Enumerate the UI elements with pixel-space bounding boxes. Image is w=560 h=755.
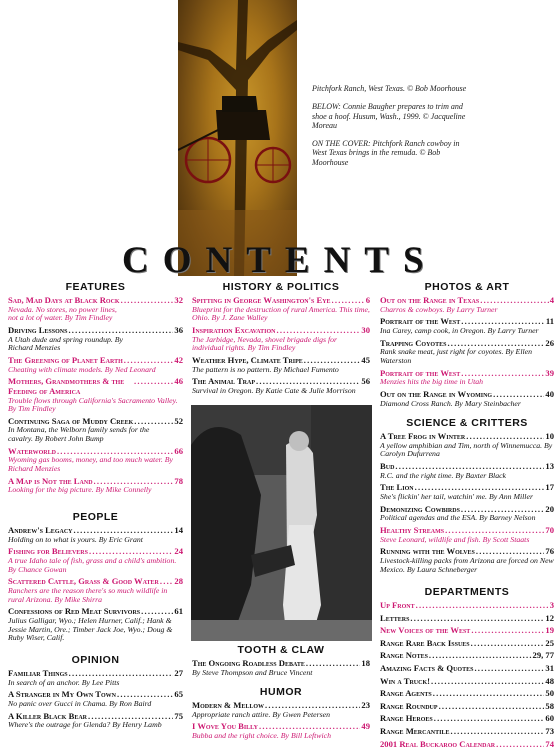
entry-page: 29, 77 bbox=[532, 650, 554, 661]
toc-entry[interactable] bbox=[8, 577, 183, 604]
entry-desc: Appropriate ranch attire. By Gwen Petersen bbox=[192, 709, 331, 719]
entry-title: Weather Hype, Climate Tripe bbox=[192, 354, 303, 365]
leader-dots bbox=[474, 664, 544, 674]
entry-page: 58 bbox=[545, 700, 554, 711]
leader-dots bbox=[416, 601, 549, 611]
toc-entry[interactable] bbox=[8, 326, 183, 353]
toc-entry[interactable] bbox=[8, 377, 183, 413]
entry-title: Sad, Mad Days at Black Rock bbox=[8, 295, 120, 305]
toc-entry[interactable] bbox=[192, 701, 370, 719]
toc-entry[interactable] bbox=[380, 526, 554, 544]
toc-entry[interactable] bbox=[192, 722, 370, 740]
entry-title: Trapping Coyotes bbox=[380, 337, 447, 348]
entry-title: Range Roundup bbox=[380, 700, 438, 711]
entry-page: 78 bbox=[174, 475, 183, 486]
entry-desc: Survival in Oregon. By Katie Cate & Julie Morrison bbox=[192, 385, 356, 395]
history-heading: HISTORY & POLITICS bbox=[222, 281, 340, 293]
science-section bbox=[380, 417, 554, 577]
toc-entry[interactable] bbox=[192, 377, 370, 395]
dept-entry[interactable] bbox=[380, 601, 554, 611]
entry-page: 12 bbox=[545, 612, 554, 623]
entry-title: Inspiration Excavation bbox=[192, 324, 276, 335]
entry-title: Scattered Cattle, Grass & Good Water bbox=[8, 576, 159, 587]
toc-entry[interactable] bbox=[8, 356, 183, 374]
entry-desc: Menzies hits the big time in Utah bbox=[380, 377, 484, 387]
entry-title: Confessions of Red Meat Survivors bbox=[8, 606, 141, 617]
science-heading: SCIENCE & CRITTERS bbox=[406, 417, 528, 429]
entry-title: A Stranger in My Own Town bbox=[8, 689, 116, 700]
entry-desc: Diamond Cross Ranch. By Mary Steinbacher bbox=[380, 398, 521, 408]
buggy-photo bbox=[178, 0, 297, 276]
toc-entry[interactable] bbox=[8, 669, 183, 687]
toc-entry[interactable] bbox=[192, 296, 370, 323]
entry-page: 39 bbox=[545, 367, 554, 378]
entry-page: 48 bbox=[545, 675, 554, 686]
toc-entry[interactable] bbox=[380, 432, 554, 459]
toc-entry[interactable] bbox=[8, 547, 183, 574]
entry-desc: A yellow amphibian and Tim, north of Winnemucca. By Carolyn Dufurrena bbox=[380, 440, 553, 459]
entry-desc: Trouble flows through California's Sacramento Valley. By Tim Findley bbox=[8, 395, 178, 414]
toc-entry[interactable] bbox=[8, 417, 183, 444]
entry-page: 25 bbox=[545, 637, 554, 648]
toc-entry[interactable] bbox=[192, 659, 370, 677]
dept-entry[interactable] bbox=[380, 702, 554, 712]
leader-dots bbox=[433, 689, 545, 699]
toc-entry[interactable] bbox=[380, 547, 554, 574]
people-heading: PEOPLE bbox=[72, 511, 119, 523]
leader-dots bbox=[496, 740, 544, 750]
toc-entry[interactable] bbox=[380, 369, 554, 387]
entry-desc: The Jarbidge, Nevada, shovel brigade digs for individual rights. By Tim Findley bbox=[192, 334, 338, 353]
dept-entry[interactable] bbox=[380, 651, 554, 661]
entry-page: 19 bbox=[545, 625, 554, 636]
entry-title: Range Heroes bbox=[380, 713, 433, 724]
toc-entry[interactable] bbox=[380, 483, 554, 501]
caption-top-photo: Pitchfork Ranch, West Texas. © Bob Moorhouse bbox=[312, 84, 467, 93]
entry-page: 26 bbox=[545, 337, 554, 348]
dept-entry[interactable] bbox=[380, 689, 554, 699]
entry-page: 28 bbox=[174, 576, 183, 587]
entry-page: 56 bbox=[361, 376, 370, 387]
dept-entry[interactable] bbox=[380, 614, 554, 624]
dept-entry[interactable] bbox=[380, 677, 554, 687]
entry-desc: Ranchers are the reason there's so much wildlife in rural Arizona. By Mike Shirra bbox=[8, 585, 168, 604]
dept-entry[interactable] bbox=[380, 740, 554, 750]
entry-title: Andrew's Legacy bbox=[8, 525, 73, 535]
toc-entry[interactable] bbox=[8, 526, 183, 544]
entry-desc: No panic over Gucci in Chama. By Ron Baird bbox=[8, 698, 152, 708]
entry-title: Letters bbox=[380, 612, 410, 623]
entry-page: 10 bbox=[545, 431, 554, 441]
entry-title: The Ongoing Roadless Debate bbox=[192, 658, 305, 668]
entry-desc: Rank snake meat, just right for coyotes. By Ellen Waterston bbox=[380, 347, 533, 365]
entry-page: 66 bbox=[174, 445, 183, 456]
toc-entry[interactable] bbox=[8, 690, 183, 708]
entry-title: Running with the Wolves bbox=[380, 546, 475, 557]
entry-desc: Blueprint for the destruction of rural America. This time, Ohio. By J. Zane Walley bbox=[192, 304, 370, 323]
entry-title: Win a Truck! bbox=[380, 675, 430, 686]
entry-page: 17 bbox=[545, 482, 554, 493]
history-section bbox=[192, 281, 370, 399]
entry-title: Range Mercantile bbox=[380, 725, 450, 736]
entry-desc: Julius Galligar, Wyo.; Helen Hurner, Calif.; Hank & Jessie Martin, Ore.; Timber Jack Joe, Wyo.; Doug & Ruby Wiser, Calif. bbox=[8, 615, 173, 643]
entry-desc: Political agendas and the ESA. By Barney Nelson bbox=[380, 513, 536, 523]
entry-page: 20 bbox=[545, 503, 554, 514]
entry-page: 31 bbox=[545, 662, 554, 673]
leader-dots bbox=[134, 377, 173, 387]
features-heading: FEATURES bbox=[65, 281, 126, 293]
entry-page: 40 bbox=[545, 389, 554, 400]
leader-dots bbox=[471, 639, 545, 649]
entry-page: 23 bbox=[361, 700, 370, 710]
entry-page: 52 bbox=[174, 415, 183, 426]
entry-title: Driving Lessons bbox=[8, 324, 68, 335]
toc-entry[interactable] bbox=[8, 607, 183, 642]
entry-page: 70 bbox=[545, 525, 554, 536]
entry-desc: Charros & cowboys. By Larry Turner bbox=[380, 304, 498, 314]
toc-entry[interactable] bbox=[380, 296, 554, 314]
entry-desc: Bubba and the right choice. By Bill Leftwich bbox=[192, 730, 332, 740]
leader-dots bbox=[121, 296, 174, 306]
entry-desc: By Steve Thompson and Bruce Vincent bbox=[192, 667, 313, 677]
entry-desc: In search of an anchor. By Lee Pitts bbox=[8, 677, 120, 687]
entry-page: 11 bbox=[545, 316, 554, 327]
entry-title: New Voices of the West bbox=[380, 625, 471, 636]
entry-title: Familiar Things bbox=[8, 668, 68, 678]
leader-dots bbox=[429, 651, 532, 661]
dept-entry[interactable] bbox=[380, 664, 554, 674]
entry-title: Amazing Facts & Quotes bbox=[380, 662, 474, 673]
entry-page: 27 bbox=[174, 668, 183, 678]
entry-page: 36 bbox=[174, 324, 183, 335]
entry-title: A Tree Frog in Winter bbox=[380, 431, 466, 441]
entry-page: 65 bbox=[174, 689, 183, 700]
dept-entry[interactable] bbox=[380, 714, 554, 724]
leader-dots bbox=[306, 659, 361, 669]
toc-entry[interactable] bbox=[192, 356, 370, 374]
entry-title: The Animal Trap bbox=[192, 376, 256, 387]
leader-dots bbox=[410, 614, 544, 624]
toc-entry[interactable] bbox=[8, 447, 183, 474]
toc-entry[interactable] bbox=[380, 390, 554, 408]
entry-title: Healthy Streams bbox=[380, 525, 445, 536]
entry-title: Range Notes bbox=[380, 650, 428, 661]
leader-dots bbox=[439, 702, 545, 712]
entry-title: A Killer Black Bear bbox=[8, 710, 88, 721]
entry-desc: Ina Carey, camp cook, in Oregon. By Larry Turner bbox=[380, 325, 539, 335]
entry-page: 76 bbox=[545, 546, 554, 557]
entry-page: 45 bbox=[361, 354, 370, 365]
entry-desc: In Montana, the Welborn family sends for the cavalry. By Robert John Bump bbox=[8, 425, 150, 444]
entry-title: I Wove You Billy bbox=[192, 721, 258, 732]
entry-page: 14 bbox=[174, 525, 183, 535]
tooth-claw-section bbox=[192, 644, 370, 680]
entry-desc: Livestock-killing packs from Arizona are forced on New Mexico. By Laura Schneberger bbox=[380, 556, 554, 574]
entry-desc: Wyoming gas booms, money, and too much water. By Richard Menzies bbox=[8, 455, 173, 474]
entry-desc: Nevada. No stores, no power lines, not a lot of water. By Tim Findley bbox=[8, 304, 117, 323]
entry-page: 61 bbox=[174, 606, 183, 617]
entry-desc: The pattern is no pattern. By Michael Fumento bbox=[192, 364, 339, 374]
dept-entry[interactable] bbox=[380, 727, 554, 737]
entry-desc: A Utah dude and spring roundup. By Richard Menzies bbox=[8, 334, 123, 353]
toc-entry[interactable] bbox=[380, 462, 554, 480]
toc-entry[interactable] bbox=[8, 296, 183, 323]
entry-desc: Steve Leonard, wildlife and fish. By Scott Staats bbox=[380, 534, 530, 544]
entry-title: A Map is Not the Land bbox=[8, 475, 93, 486]
toc-entry[interactable] bbox=[192, 326, 370, 353]
toc-entry[interactable] bbox=[8, 712, 183, 730]
entry-page: 46 bbox=[174, 376, 183, 387]
entry-desc: Where's the outrage for Glenda? By Henry Lamb bbox=[8, 720, 162, 730]
entry-page: 4 bbox=[549, 295, 554, 305]
entry-title: Mothers, Grandmothers & the Feeding of America bbox=[8, 376, 125, 396]
leader-dots bbox=[431, 677, 544, 687]
leader-dots bbox=[434, 714, 545, 724]
entry-title: Portrait of the West bbox=[380, 316, 461, 327]
entry-desc: A true Idaho tale of fish, grass and a child's ambition. By Chance Gowan bbox=[8, 555, 177, 574]
entry-title: Modern & Mellow bbox=[192, 700, 265, 710]
entry-title: The Greening of Planet Earth bbox=[8, 354, 123, 365]
entry-page: 24 bbox=[174, 546, 183, 557]
entry-page: 60 bbox=[545, 713, 554, 724]
leader-dots bbox=[471, 626, 544, 636]
dept-entry[interactable] bbox=[380, 626, 554, 636]
tooth-claw-heading: TOOTH & CLAW bbox=[237, 644, 325, 656]
entry-desc: Cheating with climate models. By Ned Leonard bbox=[8, 364, 156, 374]
entry-title: The Lion bbox=[380, 482, 414, 493]
entry-page: 50 bbox=[545, 688, 554, 699]
entry-page: 6 bbox=[365, 295, 370, 305]
entry-page: 75 bbox=[174, 710, 183, 721]
entry-title: Portrait of the West bbox=[380, 367, 461, 378]
entry-page: 32 bbox=[174, 295, 183, 305]
entry-desc: She's flickin' her tail, watchin' me. By Ann Miller bbox=[380, 491, 533, 501]
dept-entry[interactable] bbox=[380, 639, 554, 649]
entry-desc: Looking for the big picture. By Mike Connelly bbox=[8, 485, 152, 495]
departments-section bbox=[380, 586, 554, 752]
entry-page: 13 bbox=[545, 460, 554, 471]
toc-entry[interactable] bbox=[8, 477, 183, 495]
entry-title: Range Agents bbox=[380, 688, 432, 699]
entry-title: Range Rare Back Issues bbox=[380, 637, 470, 648]
entry-desc: Holding on to what is yours. By Eric Grant bbox=[8, 534, 143, 544]
photos-art-heading: PHOTOS & ART bbox=[424, 281, 510, 293]
entry-page: 30 bbox=[361, 324, 370, 335]
entry-title: Out on the Range in Wyoming bbox=[380, 389, 493, 400]
entry-page: 74 bbox=[545, 738, 554, 749]
opinion-section bbox=[8, 654, 183, 733]
entry-title: Demonizing Cowbirds bbox=[380, 503, 460, 514]
entry-page: 49 bbox=[361, 721, 370, 732]
entry-title: Up Front bbox=[380, 600, 415, 610]
toc-entry[interactable] bbox=[380, 505, 554, 523]
farrier-photo bbox=[191, 405, 372, 641]
photo-captions bbox=[312, 84, 472, 176]
entry-title: Bud bbox=[380, 460, 395, 471]
page-title: CONTENTS bbox=[122, 240, 438, 281]
entry-title: Waterworld bbox=[8, 445, 56, 456]
entry-page: 73 bbox=[545, 725, 554, 736]
photos-art-section bbox=[380, 281, 554, 411]
features-section bbox=[8, 281, 183, 498]
entry-page: 3 bbox=[549, 600, 554, 610]
entry-title: Fishing for Believers bbox=[8, 546, 88, 557]
people-section bbox=[8, 511, 183, 646]
entry-title: Spitting in George Washington's Eye bbox=[192, 295, 331, 305]
caption-cover: ON THE COVER: Pitchfork Ranch cowboy in West Texas brings in the remuda. © Bob Moorhouse bbox=[312, 139, 460, 167]
opinion-heading: OPINION bbox=[71, 654, 120, 666]
humor-heading: HUMOR bbox=[259, 686, 303, 698]
entry-title: 2001 Real Buckaroo Calendar bbox=[380, 738, 496, 749]
caption-below-photo: BELOW: Connie Baugher prepares to trim and shoe a hoof. Husum, Wash., 1999. © Jacqueline Moreau bbox=[312, 102, 466, 130]
entry-page: 18 bbox=[361, 658, 370, 668]
leader-dots bbox=[450, 727, 544, 737]
toc-entry[interactable] bbox=[380, 317, 554, 335]
entry-desc: R.C. and the right time. By Baxter Black bbox=[380, 470, 507, 480]
toc-entry[interactable] bbox=[380, 339, 554, 366]
entry-title: Out on the Range in Texas bbox=[380, 295, 480, 305]
entry-title: Continuing Saga of Muddy Creek bbox=[8, 415, 134, 426]
humor-section bbox=[192, 686, 370, 744]
departments-heading: DEPARTMENTS bbox=[424, 586, 510, 598]
entry-page: 42 bbox=[174, 354, 183, 365]
